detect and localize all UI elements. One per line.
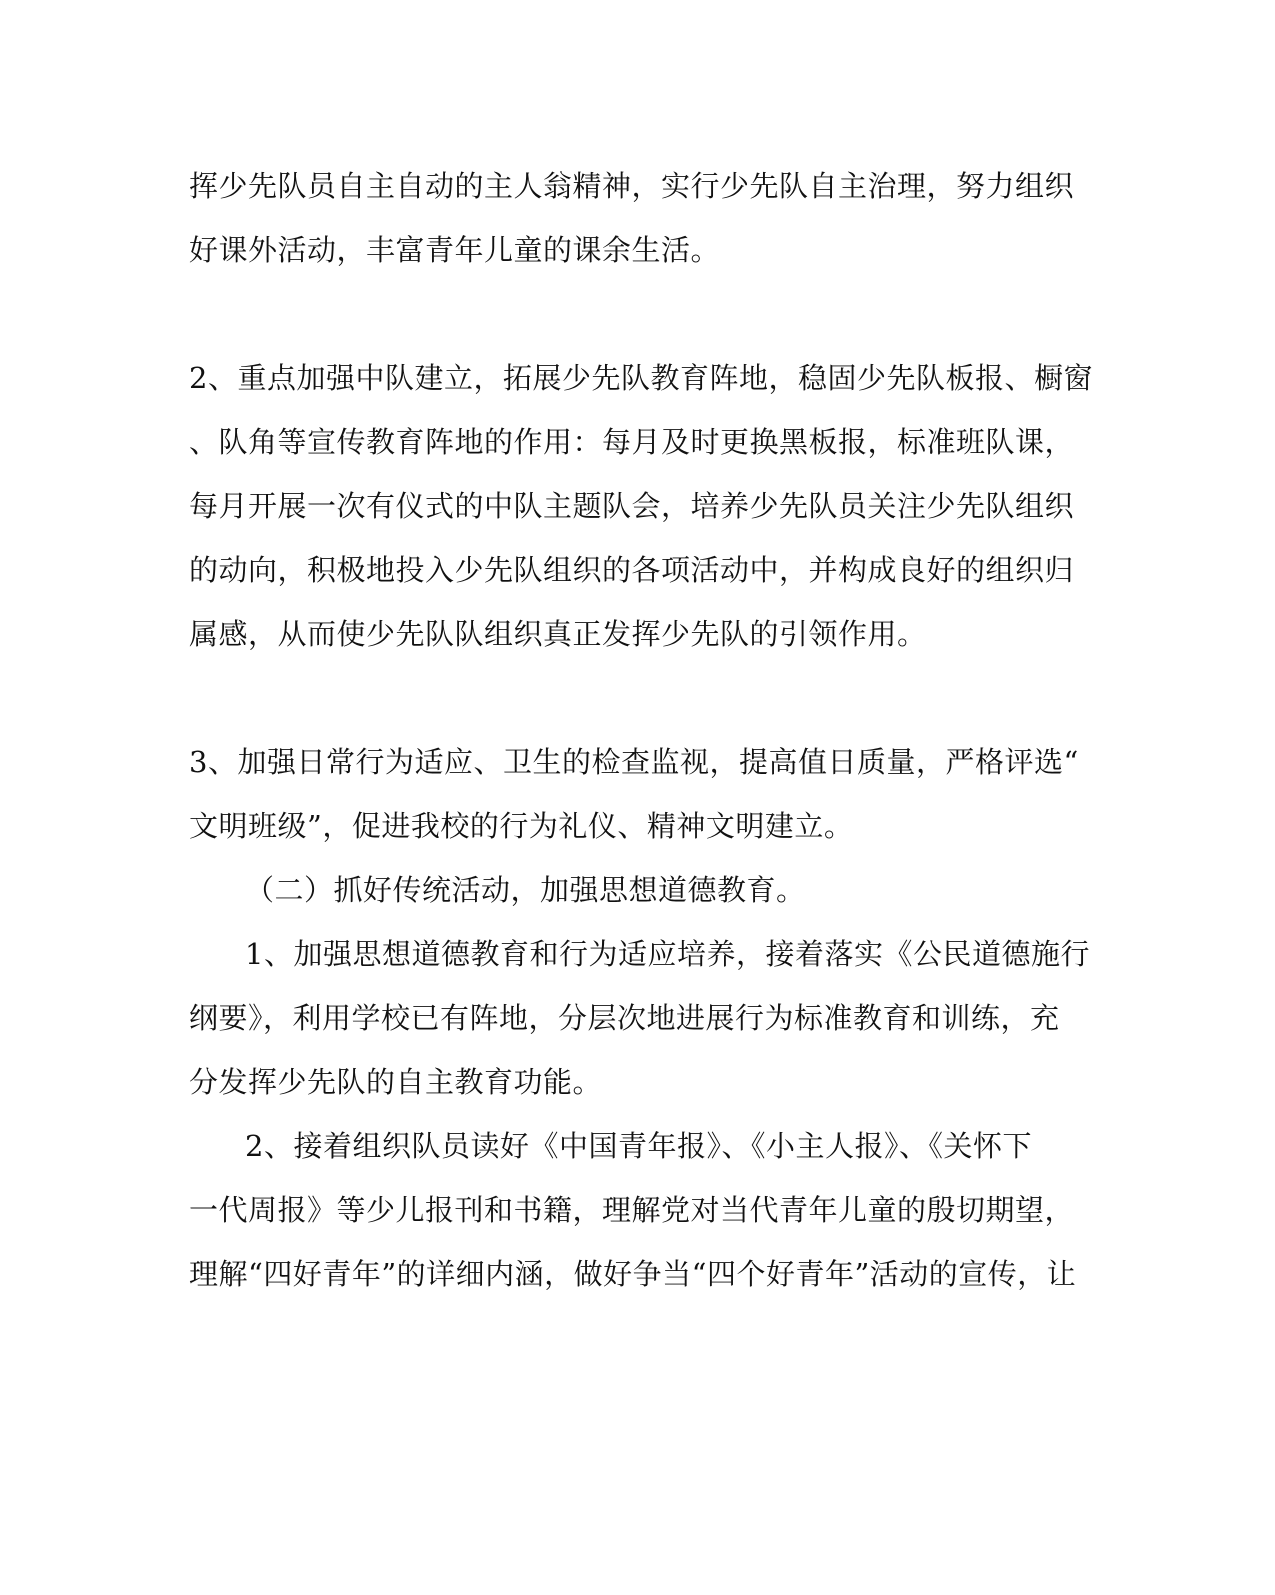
text-line: 3、加强日常行为适应、卫生的检查监视，提高值日质量，严格评选“ (189, 745, 1079, 779)
text-line: 2、重点加强中队建立，拓展少先队教育阵地，稳固少先队板报、橱窗 (189, 361, 1093, 395)
text-line: 的动向，积极地投入少先队组织的各项活动中，并构成良好的组织归 (189, 553, 1075, 587)
text-line: 文明班级”，促进我校的行为礼仪、精神文明建立。 (189, 809, 854, 843)
text-line: 纲要》，利用学校已有阵地，分层次地进展行为标准教育和训练，充 (189, 1001, 1060, 1035)
text-line: 2、接着组织队员读好《中国青年报》、《小主人报》、《关怀下 (245, 1129, 1032, 1163)
text-line: 分发挥少先队的自主教育功能。 (189, 1065, 603, 1099)
text-line: 好课外活动，丰富青年儿童的课余生活。 (189, 233, 721, 267)
text-line: 一代周报》等少儿报刊和书籍，理解党对当代青年儿童的殷切期望， (189, 1193, 1075, 1227)
text-line: 理解“四好青年”的详细内涵，做好争当“四个好青年”活动的宣传，让 (189, 1257, 1077, 1291)
text-line: 1、加强思想道德教育和行为适应培养，接着落实《公民道德施行 (245, 937, 1090, 971)
section-heading: （二）抓好传统活动，加强思想道德教育。 (245, 873, 806, 907)
text-line: 挥少先队员自主自动的主人翁精神，实行少先队自主治理，努力组织 (189, 169, 1075, 203)
text-line: 每月开展一次有仪式的中队主题队会，培养少先队员关注少先队组织 (189, 489, 1075, 523)
text-line: 、队角等宣传教育阵地的作用：每月及时更换黑板报，标准班队课， (189, 425, 1075, 459)
text-line: 属感，从而使少先队队组织真正发挥少先队的引领作用。 (189, 617, 927, 651)
